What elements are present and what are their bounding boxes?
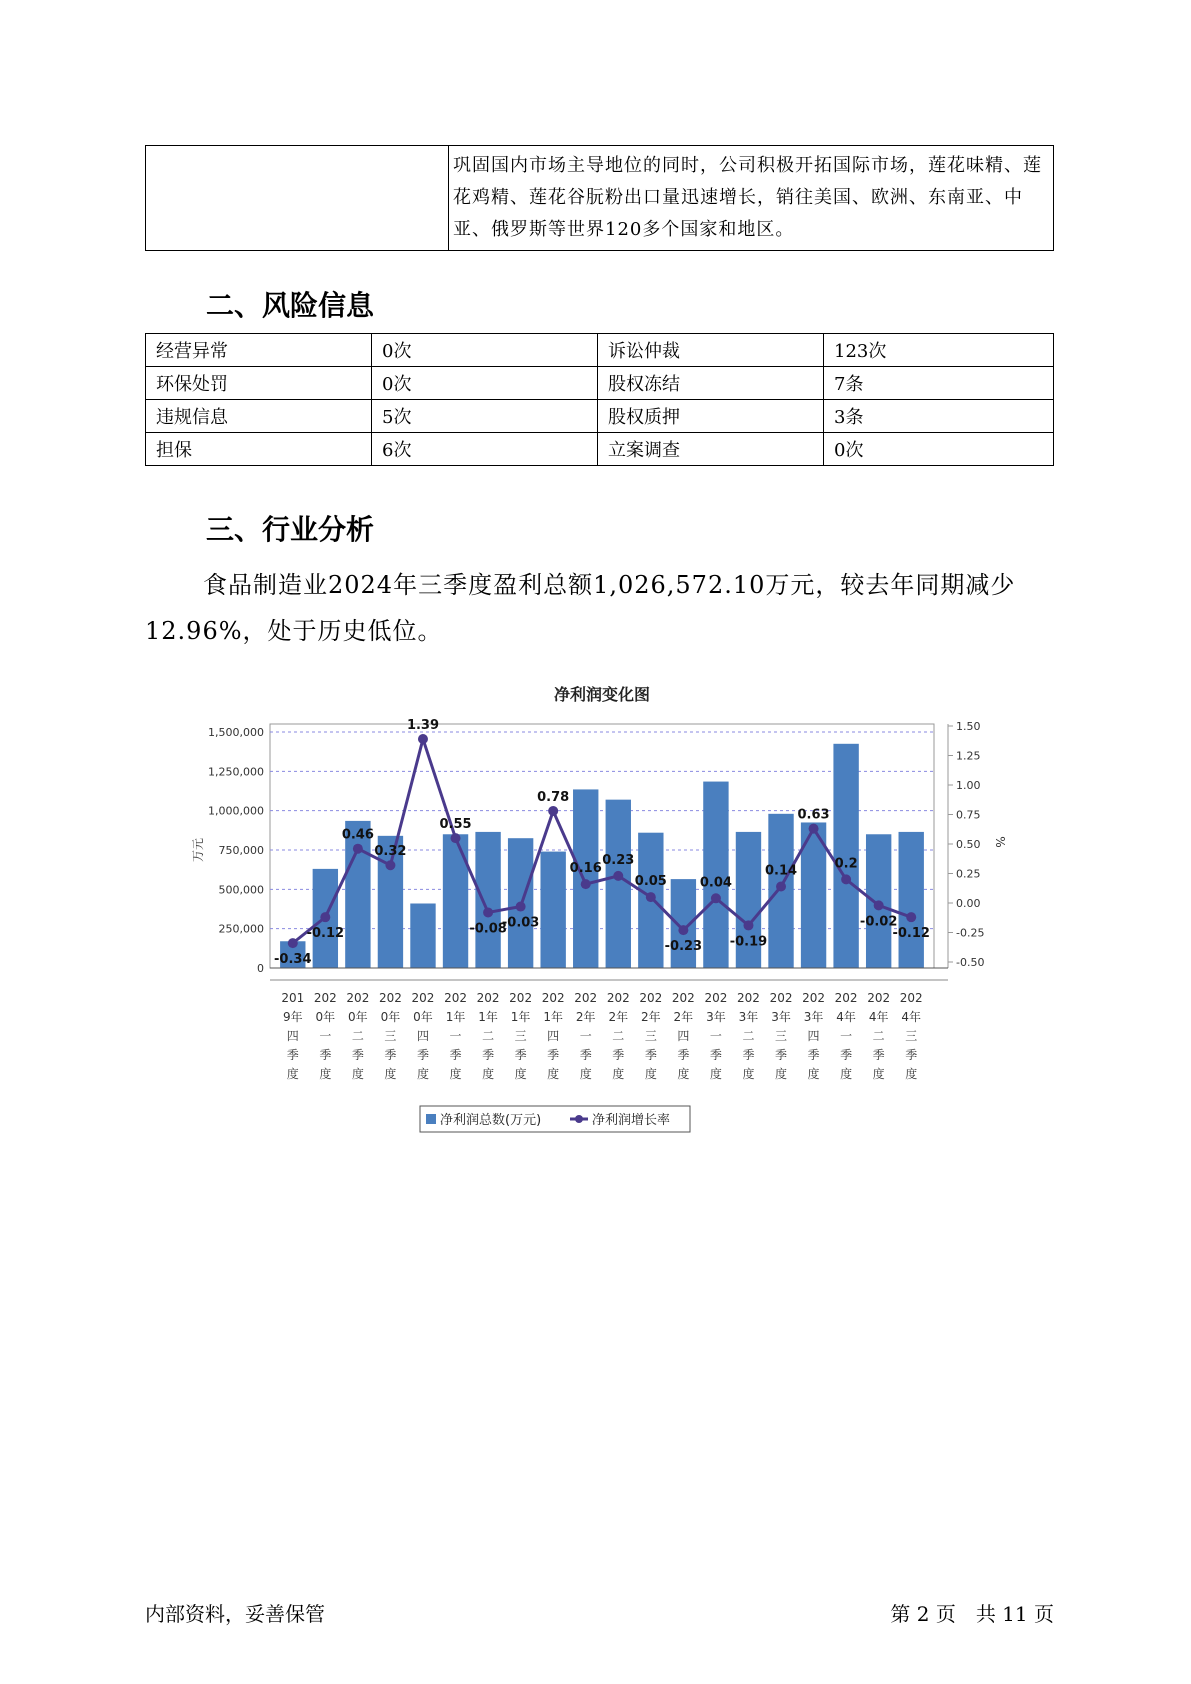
x-tick-label: 202 xyxy=(769,991,793,1005)
x-tick-label: 季 xyxy=(547,1048,560,1062)
x-tick-label: 3年 xyxy=(706,1010,726,1024)
growth-rate-point xyxy=(385,860,395,870)
x-tick-label: 季 xyxy=(612,1048,625,1062)
x-tick-label: 季 xyxy=(905,1048,918,1062)
bar xyxy=(345,821,370,968)
bar xyxy=(671,879,696,968)
x-tick-label: 季 xyxy=(416,1048,429,1062)
growth-rate-point xyxy=(483,907,493,917)
x-tick-label: 季 xyxy=(742,1048,755,1062)
x-tick-label: 4年 xyxy=(901,1010,922,1024)
growth-rate-point xyxy=(581,879,591,889)
y2-tick-label: 1.50 xyxy=(956,720,981,733)
legend-bar-label: 净利润总数(万元) xyxy=(440,1113,542,1128)
growth-rate-label: 0.04 xyxy=(699,875,732,891)
x-tick-label: 季 xyxy=(351,1048,364,1062)
y-axis-label: 万元 xyxy=(191,837,205,863)
x-tick-label: 度 xyxy=(872,1067,885,1081)
x-tick-label: 3年 xyxy=(771,1010,791,1024)
x-tick-label: 季 xyxy=(319,1048,332,1062)
growth-rate-label: -0.34 xyxy=(274,952,312,968)
bar xyxy=(410,903,435,968)
x-tick-label: 202 xyxy=(671,991,695,1005)
x-tick-label: 四 xyxy=(807,1029,820,1043)
x-tick-label: 度 xyxy=(677,1067,690,1081)
x-tick-label: 202 xyxy=(834,991,858,1005)
growth-rate-point xyxy=(874,900,884,910)
y2-tick-label: 0.50 xyxy=(956,838,981,851)
company-info-table xyxy=(145,145,1054,251)
growth-rate-label: 0.23 xyxy=(602,852,635,868)
growth-rate-label: 1.39 xyxy=(406,717,440,733)
y2-axis-label: % xyxy=(993,836,1007,848)
x-tick-label: 度 xyxy=(482,1067,495,1081)
x-tick-label: 201 xyxy=(281,991,305,1005)
y-tick-label: 1,000,000 xyxy=(208,804,264,818)
risk-section-heading: 二、风险信息 xyxy=(206,289,375,322)
x-tick-label: 202 xyxy=(737,991,760,1005)
x-tick-label: 季 xyxy=(807,1048,820,1062)
x-tick-label: 季 xyxy=(384,1048,397,1062)
table-row xyxy=(146,334,1054,367)
x-tick-label: 度 xyxy=(351,1067,364,1081)
x-tick-label: 四 xyxy=(416,1029,429,1043)
risk-value: 6次 xyxy=(372,433,598,466)
risk-label: 环保处罚 xyxy=(146,367,372,400)
x-tick-label: 季 xyxy=(644,1048,657,1062)
growth-rate-point xyxy=(646,892,656,902)
x-tick-label: 度 xyxy=(319,1067,332,1081)
x-tick-label: 202 xyxy=(867,991,891,1005)
x-tick-label: 202 xyxy=(574,991,598,1005)
x-tick-label: 一 xyxy=(319,1029,332,1043)
growth-rate-point xyxy=(906,912,916,922)
growth-rate-point xyxy=(776,881,786,891)
x-tick-label: 202 xyxy=(606,991,630,1005)
bar xyxy=(606,800,631,968)
risk-label: 经营异常 xyxy=(146,334,372,367)
growth-rate-point xyxy=(809,824,819,834)
x-tick-label: 202 xyxy=(476,991,500,1005)
y-tick-label: 1,250,000 xyxy=(208,765,264,779)
x-tick-label: 202 xyxy=(444,991,467,1005)
x-tick-label: 三 xyxy=(905,1029,918,1043)
x-tick-label: 度 xyxy=(905,1067,918,1081)
x-tick-label: 202 xyxy=(346,991,370,1005)
risk-info-table xyxy=(145,333,1054,466)
x-tick-label: 一 xyxy=(579,1029,592,1043)
x-tick-label: 202 xyxy=(802,991,826,1005)
risk-value: 3条 xyxy=(824,400,1054,433)
x-tick-label: 202 xyxy=(313,991,337,1005)
x-tick-label: 3年 xyxy=(738,1010,759,1024)
growth-rate-point xyxy=(288,938,298,948)
y2-tick-label: -0.25 xyxy=(956,926,985,940)
growth-rate-label: 0.05 xyxy=(634,874,667,890)
x-tick-label: 0年 xyxy=(315,1010,336,1024)
industry-paragraph: 食品制造业2024年三季度盈利总额1,026,572.10万元，较去年同期减少12.96%，处于历史低位。 xyxy=(145,571,1016,645)
growth-rate-point xyxy=(516,902,526,912)
risk-value: 123次 xyxy=(824,334,1054,367)
x-tick-label: 季 xyxy=(482,1048,495,1062)
x-tick-label: 一 xyxy=(449,1029,462,1043)
y-tick-label: 500,000 xyxy=(218,883,264,897)
x-tick-label: 一 xyxy=(709,1029,722,1043)
x-tick-label: 3年 xyxy=(803,1010,824,1024)
legend-bar-swatch xyxy=(426,1114,436,1124)
x-tick-label: 202 xyxy=(899,991,923,1005)
x-tick-label: 度 xyxy=(547,1067,560,1081)
x-tick-label: 三 xyxy=(384,1029,397,1043)
x-tick-label: 度 xyxy=(742,1067,755,1081)
x-tick-label: 度 xyxy=(579,1067,592,1081)
bar xyxy=(899,832,924,968)
chart-svg xyxy=(170,680,1030,1140)
x-tick-label: 202 xyxy=(639,991,663,1005)
x-tick-label: 二 xyxy=(482,1029,495,1043)
growth-rate-point xyxy=(613,871,623,881)
y-tick-label: 0 xyxy=(257,962,264,975)
y2-tick-label: -0.50 xyxy=(956,956,985,969)
growth-rate-label: -0.08 xyxy=(469,921,507,937)
x-tick-label: 度 xyxy=(449,1067,462,1081)
growth-rate-label: -0.19 xyxy=(729,934,768,950)
x-tick-label: 度 xyxy=(709,1067,722,1081)
x-tick-label: 1年 xyxy=(510,1010,531,1024)
x-tick-label: 四 xyxy=(547,1029,560,1043)
x-tick-label: 季 xyxy=(286,1048,299,1062)
bar xyxy=(540,852,565,968)
x-tick-label: 1年 xyxy=(478,1010,498,1024)
footer-confidential-note: 内部资料，妥善保管 xyxy=(145,1602,325,1626)
x-tick-label: 度 xyxy=(840,1067,853,1081)
x-tick-label: 度 xyxy=(514,1067,527,1081)
table-row xyxy=(146,433,1054,466)
x-tick-label: 季 xyxy=(709,1048,722,1062)
risk-value: 0次 xyxy=(372,367,598,400)
x-tick-label: 202 xyxy=(509,991,533,1005)
x-tick-label: 季 xyxy=(449,1048,462,1062)
x-tick-label: 季 xyxy=(579,1048,592,1062)
chart-title: 净利润变化图 xyxy=(553,685,651,704)
x-tick-label: 度 xyxy=(775,1067,788,1081)
y2-tick-label: 0.00 xyxy=(956,897,981,910)
x-tick-label: 度 xyxy=(612,1067,625,1081)
legend-line-marker xyxy=(575,1115,583,1123)
growth-rate-label: -0.12 xyxy=(892,926,930,942)
x-tick-label: 三 xyxy=(644,1029,657,1043)
x-tick-label: 季 xyxy=(872,1048,885,1062)
x-tick-label: 二 xyxy=(612,1029,625,1043)
bar xyxy=(475,832,500,968)
x-tick-label: 四 xyxy=(286,1029,299,1043)
x-tick-label: 度 xyxy=(416,1067,429,1081)
growth-rate-point xyxy=(353,844,363,854)
x-tick-label: 一 xyxy=(840,1029,853,1043)
risk-label: 诉讼仲裁 xyxy=(598,334,824,367)
x-tick-label: 202 xyxy=(541,991,565,1005)
growth-rate-point xyxy=(418,734,428,744)
x-tick-label: 三 xyxy=(775,1029,788,1043)
x-tick-label: 二 xyxy=(351,1029,364,1043)
risk-label: 违规信息 xyxy=(146,400,372,433)
y2-tick-label: 1.25 xyxy=(956,749,981,763)
growth-rate-point xyxy=(841,874,851,884)
x-tick-label: 季 xyxy=(677,1048,690,1062)
x-tick-label: 度 xyxy=(807,1067,820,1081)
growth-rate-point xyxy=(678,925,688,935)
x-tick-label: 202 xyxy=(411,991,435,1005)
x-tick-label: 202 xyxy=(704,991,728,1005)
growth-rate-label: -0.02 xyxy=(859,914,898,930)
growth-rate-label: 0.32 xyxy=(374,844,407,860)
y-tick-label: 750,000 xyxy=(218,844,264,857)
growth-rate-point xyxy=(548,806,558,816)
x-tick-label: 2年 xyxy=(608,1010,629,1024)
growth-rate-label: 0.14 xyxy=(764,863,798,879)
risk-value: 0次 xyxy=(824,433,1054,466)
bar xyxy=(443,834,468,968)
growth-rate-label: 0.63 xyxy=(797,807,830,823)
growth-rate-label: 0.78 xyxy=(537,789,570,805)
table-row xyxy=(146,400,1054,433)
risk-label: 股权冻结 xyxy=(598,367,824,400)
x-tick-label: 季 xyxy=(840,1048,853,1062)
net-profit-chart xyxy=(170,680,1030,1140)
legend-line-label: 净利润增长率 xyxy=(592,1113,671,1128)
growth-rate-label: 0.2 xyxy=(834,856,858,872)
x-tick-label: 四 xyxy=(677,1029,690,1043)
growth-rate-point xyxy=(743,920,753,930)
x-tick-label: 0年 xyxy=(380,1010,401,1024)
x-tick-label: 三 xyxy=(514,1029,527,1043)
risk-label: 股权质押 xyxy=(598,400,824,433)
footer-page-number: 第 2 页 共 11 页 xyxy=(890,1602,1054,1626)
x-tick-label: 度 xyxy=(644,1067,657,1081)
growth-rate-label: -0.12 xyxy=(306,926,345,942)
x-tick-label: 季 xyxy=(514,1048,527,1062)
x-tick-label: 0年 xyxy=(413,1010,433,1024)
x-tick-label: 2年 xyxy=(641,1010,661,1024)
growth-rate-label: -0.03 xyxy=(501,915,540,931)
industry-section-heading: 三、行业分析 xyxy=(206,513,375,546)
x-tick-label: 1年 xyxy=(445,1010,466,1024)
risk-label: 担保 xyxy=(146,433,372,466)
risk-value: 5次 xyxy=(372,400,598,433)
growth-rate-label: 0.55 xyxy=(439,817,472,833)
y2-tick-label: 0.75 xyxy=(956,808,981,822)
x-tick-label: 二 xyxy=(742,1029,755,1043)
y-tick-label: 1,500,000 xyxy=(208,726,264,739)
x-tick-label: 4年 xyxy=(868,1010,889,1024)
y2-tick-label: 0.25 xyxy=(956,867,981,881)
growth-rate-point xyxy=(451,833,461,843)
x-tick-label: 季 xyxy=(775,1048,788,1062)
x-tick-label: 1年 xyxy=(543,1010,563,1024)
risk-value: 0次 xyxy=(372,334,598,367)
growth-rate-point xyxy=(320,912,330,922)
growth-rate-label: -0.23 xyxy=(664,939,703,955)
x-tick-label: 度 xyxy=(384,1067,397,1081)
x-tick-label: 9年 xyxy=(282,1010,303,1024)
growth-rate-label: 0.16 xyxy=(569,861,602,877)
x-tick-label: 2年 xyxy=(673,1010,694,1024)
x-tick-label: 二 xyxy=(872,1029,885,1043)
x-tick-label: 202 xyxy=(378,991,402,1005)
x-tick-label: 2年 xyxy=(575,1010,596,1024)
y2-tick-label: 1.00 xyxy=(956,779,981,792)
table-row xyxy=(146,367,1054,400)
empty-cell xyxy=(146,146,449,251)
growth-rate-label: 0.46 xyxy=(341,827,374,843)
market-description-cell: 巩固国内市场主导地位的同时，公司积极开拓国际市场，莲花味精、莲花鸡精、莲花谷朊粉出口量迅速增长，销往美国、欧洲、东南亚、中亚、俄罗斯等世界120多个国家和地区。 xyxy=(449,146,1054,251)
x-tick-label: 4年 xyxy=(836,1010,856,1024)
risk-value: 7条 xyxy=(824,367,1054,400)
risk-label: 立案调查 xyxy=(598,433,824,466)
y-tick-label: 250,000 xyxy=(218,922,264,936)
x-tick-label: 0年 xyxy=(348,1010,368,1024)
growth-rate-point xyxy=(711,893,721,903)
bar xyxy=(573,789,598,968)
x-tick-label: 度 xyxy=(286,1067,299,1081)
table-row xyxy=(146,146,1054,251)
